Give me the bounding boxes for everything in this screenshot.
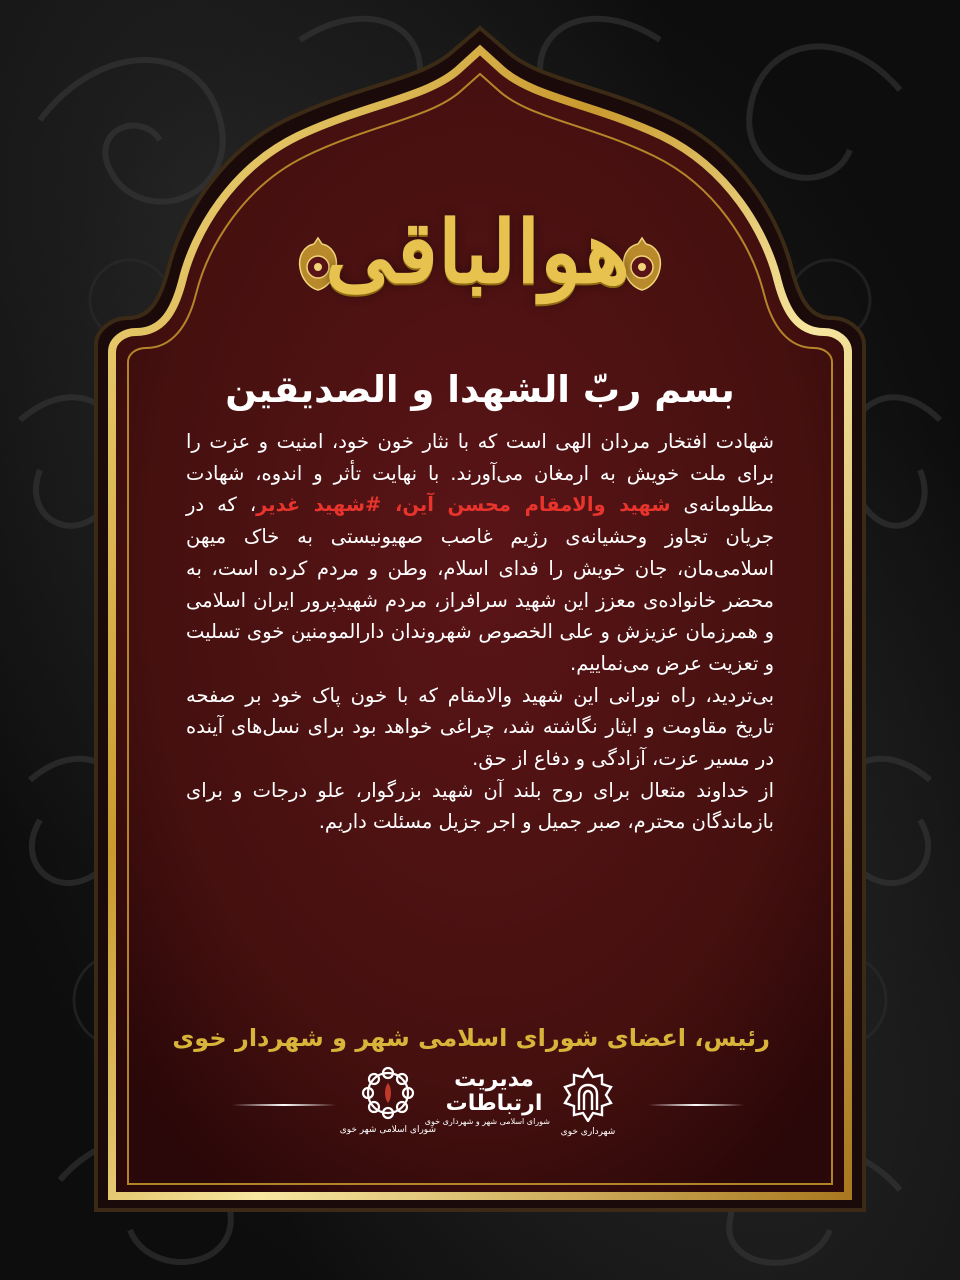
communications-logo	[424, 1067, 550, 1128]
signature-line: رئیس، اعضای شورای اسلامی شهر و شهردار خوی	[172, 1024, 770, 1052]
divider-line-left	[232, 1104, 336, 1106]
condolence-message	[186, 426, 774, 838]
message-paragraph-1	[186, 426, 774, 680]
communications-subtitle: شورای اسلامی شهر و شهرداری خوی	[424, 1117, 550, 1126]
municipality-caption: شهرداری خوی	[560, 1127, 616, 1137]
municipality-logo	[548, 1066, 628, 1138]
message-text: ، که در جریان تجاوز وحشیانه‌ی رژیم غاصب صهیونیستی به خاک میهن اسلامی‌مان، جان خویش را فدای اسلام، وطن و مردم کرده است، به محضر خانواده‌ی معزز این شهید سرافراز، مردم شهیدپرور ایران اسلامی و همرزمان عزیزش و علی الخصوص شهروندان دارالمومنین خوی تسلیت و تعزیت عرض می‌نماییم.	[186, 493, 774, 675]
message-text: شهادت افتخار مردان الهی است که با نثار خون خود، امنیت و عزت را برای ملت خویش به ارمغان می‌آورند. با نهایت تأثر و اندوه، شهادت مظلومانه‌ی	[186, 430, 774, 517]
municipality-emblem-icon	[557, 1066, 619, 1122]
message-paragraph-2: بی‌تردید، راه نورانی این شهید والامقام که با خون پاک خود بر صفحه تاریخ مقاومت و ایثار نگاشته شد، چراغی خواهد بود برای نسل‌های آینده در مسیر عزت، آزادگی و دفاع از حق.	[186, 683, 774, 771]
communications-title-1: مدیریت	[454, 1067, 534, 1092]
bismillah-heading: بسم ربّ الشهدا و الصدیقین	[225, 368, 735, 411]
divider-line-right	[648, 1104, 744, 1106]
city-council-caption: شورای اسلامی شهر خوی	[339, 1125, 436, 1135]
message-paragraph-3: از خداوند متعال برای روح بلند آن شهید بزرگوار، علو درجات و برای بازماندگان محترم، صبر جمیل و اجر جزیل مسئلت داریم.	[186, 778, 774, 834]
martyr-name-highlight: شهید والامقام محسن آین، #شهید غدیر	[256, 493, 671, 517]
calligraphy-title: هوالباقی	[325, 202, 630, 303]
communications-title-2: ارتباطات	[445, 1091, 543, 1116]
city-council-emblem-icon	[353, 1066, 423, 1120]
city-council-logo	[340, 1066, 436, 1136]
